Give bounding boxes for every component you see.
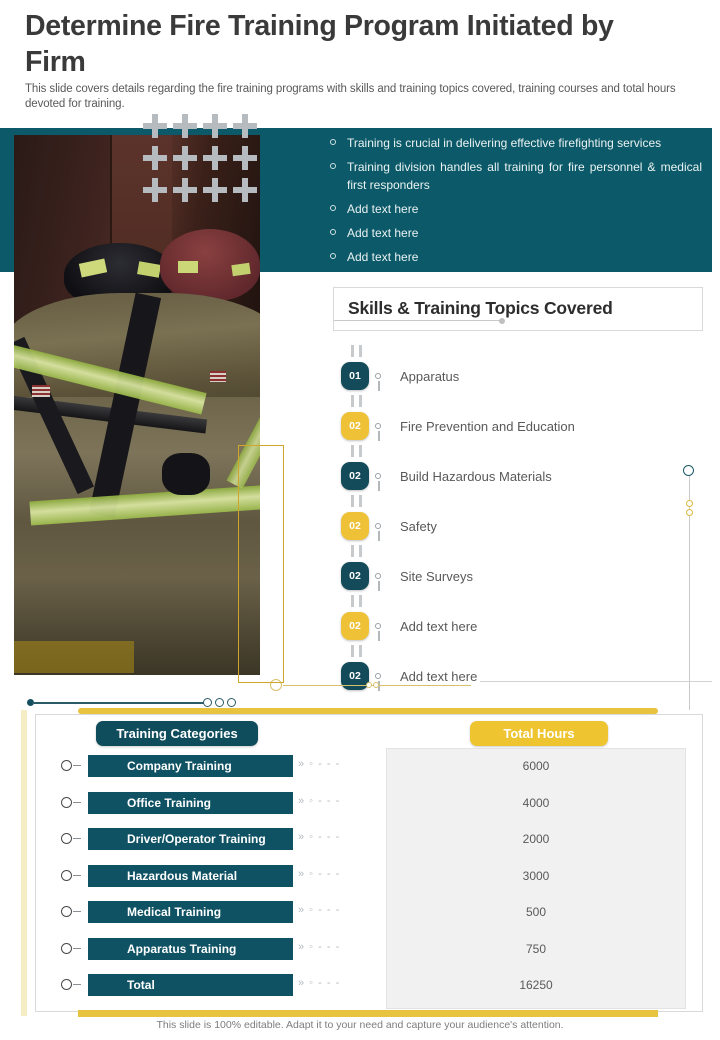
category-bar: Company Training [88, 755, 293, 777]
ring-icon [61, 979, 72, 990]
separator-dashes [351, 545, 701, 557]
flag-patch [210, 371, 226, 382]
topic-number-badge: 02 [341, 512, 369, 540]
page-title: Determine Fire Training Program Initiated by Firm [25, 10, 614, 78]
circle-decoration [215, 698, 224, 707]
connector-node-icon [375, 523, 381, 529]
ring-icon [61, 797, 72, 808]
topic-label: Fire Prevention and Education [400, 418, 575, 434]
skills-heading: Skills & Training Topics Covered [348, 298, 613, 318]
plus-icon [173, 178, 197, 202]
circle-decoration [686, 500, 693, 507]
ring-icon [61, 943, 72, 954]
ring-icon [61, 870, 72, 881]
connector-node-icon [375, 423, 381, 429]
category-bar: Apparatus Training [88, 938, 293, 960]
separator-dashes [351, 345, 701, 357]
topic-row [341, 462, 701, 490]
page-subtitle: This slide covers details regarding the fire training programs with skills and training topics covered, training courses and total hours devoted for training. [25, 83, 676, 110]
table-row [0, 792, 720, 814]
category-bar: Medical Training [88, 901, 293, 923]
separator-dashes [351, 445, 701, 457]
hours-value: 750 [525, 941, 547, 956]
bullet-icon [330, 163, 336, 169]
separator-dashes [351, 395, 701, 407]
bullet-text: Training division handles all training for fire personnel & medical first responders [347, 160, 702, 192]
category-bar: Hazardous Material [88, 865, 293, 887]
table-row [0, 828, 720, 850]
plus-icon [203, 146, 227, 170]
connector-decoration: » ◦ - - - [298, 758, 341, 770]
topic-label: Site Surveys [400, 568, 473, 584]
topic-row[interactable] [341, 612, 701, 640]
connector-decoration: » ◦ - - - [298, 867, 341, 880]
connector-decoration: » ◦ - - - [298, 940, 341, 953]
bullet-icon [330, 229, 336, 235]
list-item [330, 134, 702, 152]
topic-row [341, 512, 701, 540]
table-row [0, 865, 720, 887]
column-header-total-hours: Total Hours [470, 721, 608, 746]
training-topics-list [341, 340, 701, 690]
connector-node-icon [375, 673, 381, 679]
list-item[interactable] [330, 224, 702, 242]
connector-decoration: » ◦ - - - [298, 904, 341, 916]
gold-bar-top [78, 708, 658, 714]
bullet-icon [330, 139, 336, 145]
topic-number-badge: 02 [341, 612, 369, 640]
topic-row [341, 412, 701, 440]
circle-decoration [683, 465, 694, 476]
table-row [0, 974, 720, 996]
category-bar: Driver/Operator Training [88, 828, 293, 850]
hours-value: 6000 [522, 759, 550, 773]
plus-grid-decoration [143, 114, 257, 202]
list-item[interactable] [330, 200, 702, 218]
connector-node-icon [375, 623, 381, 629]
topic-number-badge: 02 [341, 662, 369, 690]
gold-outline-rectangle [238, 445, 284, 683]
connector-decoration: » ◦ - - - [298, 831, 341, 843]
hours-value: 3000 [522, 868, 550, 883]
table-row [0, 938, 720, 960]
connector-decoration: » ◦ - - - [298, 977, 341, 989]
topic-number-badge: 02 [341, 562, 369, 590]
placeholder-text[interactable]: Add text here [347, 202, 419, 216]
key-points-list [330, 134, 702, 272]
connector-decoration: » ◦ - - - [298, 794, 341, 807]
plus-icon [143, 146, 167, 170]
footer-note: This slide is 100% editable. Adapt it to your need and capture your audience's attention. [156, 1019, 564, 1031]
connector-node-icon [375, 473, 381, 479]
plus-icon [143, 178, 167, 202]
glove [162, 453, 210, 495]
separator-dashes [351, 595, 701, 607]
hours-value: 16250 [519, 978, 553, 992]
connector-node-icon [375, 573, 381, 579]
firefighter-photo [14, 135, 260, 675]
gold-circle-decoration [373, 682, 379, 688]
placeholder-text[interactable]: Add text here [347, 226, 419, 240]
topic-number-badge: 01 [341, 362, 369, 390]
placeholder-text[interactable]: Add text here [400, 618, 478, 634]
table-row [0, 755, 720, 777]
list-item [330, 158, 702, 194]
separator-dashes [351, 645, 701, 657]
circle-decoration [203, 698, 212, 707]
teal-line-decoration [32, 702, 204, 704]
topic-label: Build Hazardous Materials [400, 468, 552, 484]
flag-patch [32, 385, 50, 397]
list-item[interactable] [330, 248, 702, 266]
plus-icon [173, 114, 197, 138]
horizontal-line-decoration [480, 681, 712, 682]
ring-icon [61, 833, 72, 844]
hours-value: 2000 [522, 832, 550, 846]
plus-icon [233, 146, 257, 170]
topic-row [341, 562, 701, 590]
circle-decoration [227, 698, 236, 707]
table-row [0, 901, 720, 923]
column-header-training-categories: Training Categories [96, 721, 258, 746]
topic-number-badge: 02 [341, 462, 369, 490]
plus-icon [203, 178, 227, 202]
circle-decoration [686, 509, 693, 516]
hours-value: 500 [525, 905, 547, 919]
plus-icon [233, 178, 257, 202]
placeholder-text[interactable]: Add text here [347, 250, 419, 264]
plus-icon [143, 114, 167, 138]
gold-overlay [14, 641, 134, 673]
plus-icon [203, 114, 227, 138]
category-bar: Office Training [88, 792, 293, 814]
red-helmet [160, 229, 260, 301]
ring-icon [61, 906, 72, 917]
plus-icon [173, 146, 197, 170]
gold-bar-bottom [78, 1010, 658, 1017]
connector-node-icon [375, 373, 381, 379]
topic-label: Safety [400, 518, 437, 534]
topic-row [341, 362, 701, 390]
topic-number-badge: 02 [341, 412, 369, 440]
placeholder-text[interactable]: Add text here [400, 668, 478, 684]
topic-label: Apparatus [400, 368, 460, 384]
ring-icon [61, 760, 72, 771]
plus-icon [233, 114, 257, 138]
header-underline-decoration [334, 320, 502, 321]
bullet-text: Training is crucial in delivering effective firefighting services [347, 136, 662, 150]
separator-dashes [351, 495, 701, 507]
hours-value: 4000 [522, 795, 550, 810]
gold-circle-decoration [366, 682, 372, 688]
bullet-icon [330, 205, 336, 211]
category-bar: Total [88, 974, 293, 996]
bullet-icon [330, 253, 336, 259]
skills-section-header [333, 287, 703, 331]
